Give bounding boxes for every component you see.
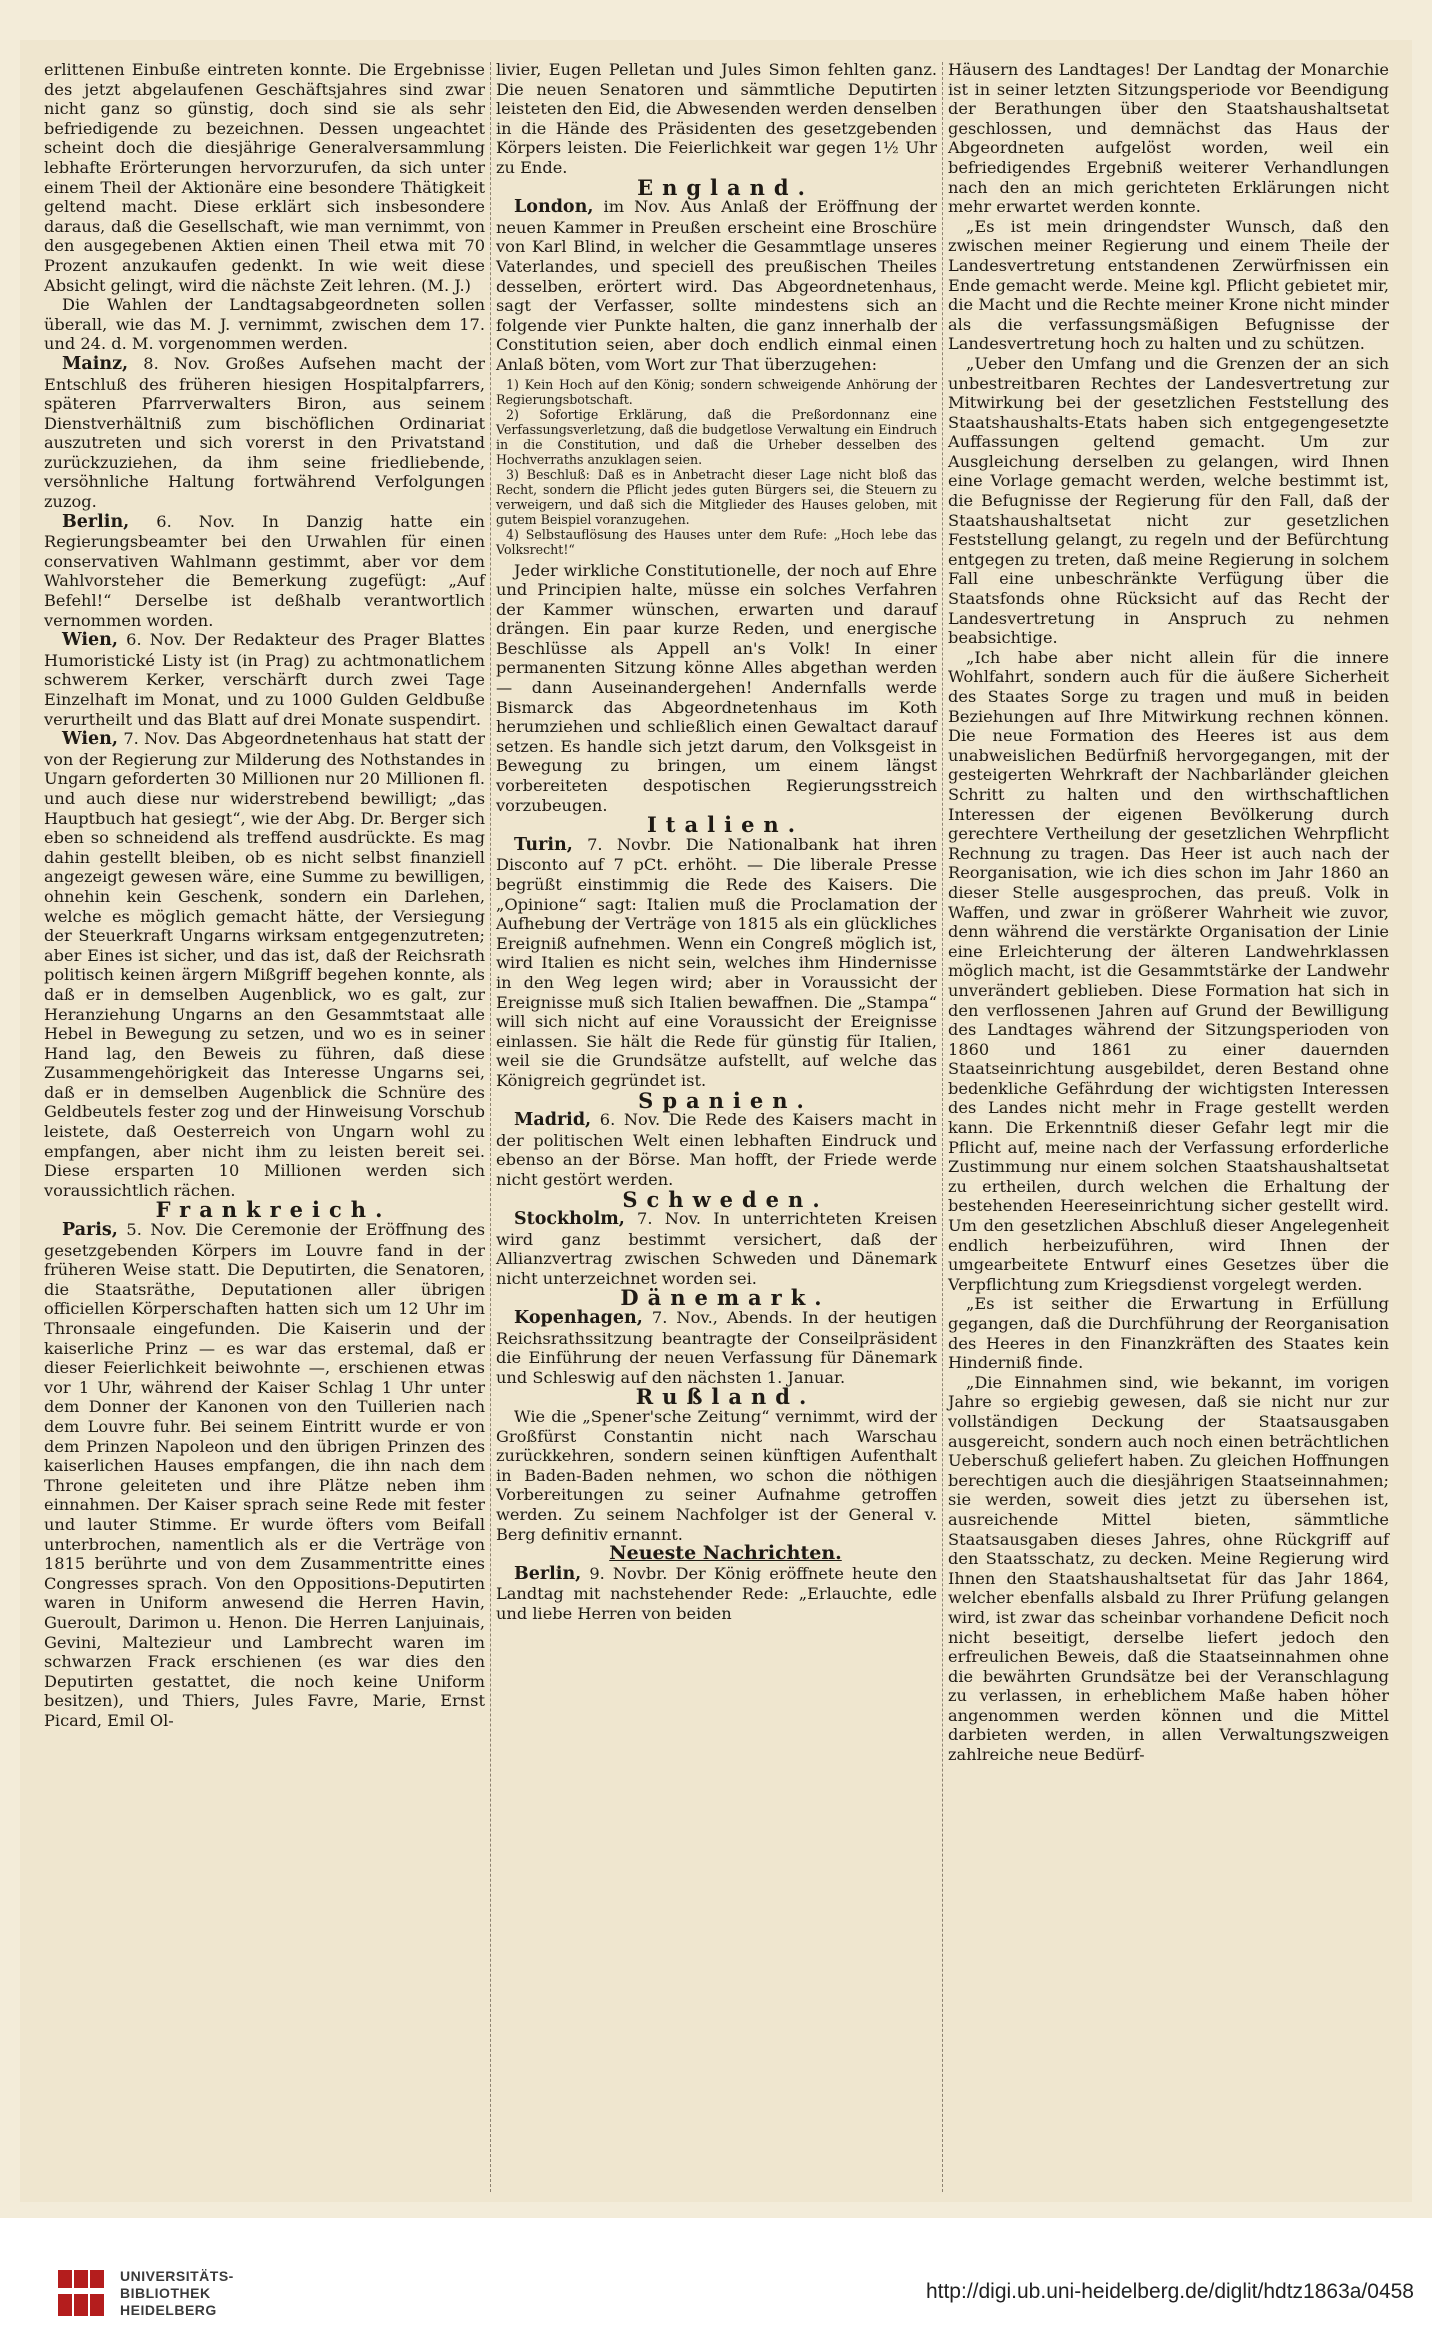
library-name (120, 2268, 234, 2319)
article-turin (496, 835, 937, 1091)
dateline-date: 7. Nov. (637, 1209, 701, 1229)
newspaper-page (20, 40, 1412, 2202)
article-paris (44, 1220, 485, 1730)
column-rule (942, 62, 944, 2192)
library-line: UNIVERSITÄTS- (120, 2268, 234, 2284)
dateline-place: Berlin, (62, 511, 130, 532)
article-text: In der heutigen Reichsrathssitzung beantragte der Conseilpräsident die Einführung der neuen Verfassung für Dänemark und Schleswig auf den nächsten 1. Januar. (496, 1308, 937, 1387)
point-item: 3) Beschluß: Daß es in Anbetracht dieser Lage nicht bloß das Recht, sondern die Pflicht jedes guten Bürgers sei, die Steuern zu verweigern, und daß sich die Mitglieder des Hauses geloben, mit gutem Beispiel voranzugehen. (496, 466, 937, 527)
article-paragraph: „Es ist mein dringendster Wunsch, daß den zwischen meiner Regierung und einem Theile der Landesvertretung entstandenen Zerwürfnissen ein Ende gemacht werde. Meine kgl. Pflicht gebietet mir, die Macht und die Rechte meiner Krone nicht minder als die verfassungsmäßigen Befugnisse der Landesvertretung hoch zu halten und zu schützen. (948, 216, 1389, 354)
article-stockholm (496, 1209, 937, 1288)
article-paragraph: „Ich habe aber nicht allein für die innere Wohlfahrt, sondern auch für die äußere Sicherheit des Staates Sorge zu tragen und muß in beiden Beziehungen auf Ihre Mitwirkung rechnen können. Die neue Formation des Heeres ist aus dem unabweislichen Bedürfniß hervorgegangen, mit der gesteigerten Wehrkraft der Nachbarländer gleichen Schritt zu halten und den wirthschaftlichen Interessen der eigenen Bevölkerung durch gerechtere Vertheilung der gesetzlichen Wehrpflicht Rechnung zu tragen. Das Heer ist auch nach der Reorganisation, wie ich dies schon im Jahr 1860 an dieser Stelle ausgesprochen, das preuß. Volk in Waffen, und zwar in größerer Wahrheit wie zuvor, denn während die verstärkte Organisation der Linie eine Erleichterung der älteren Landwehrklassen möglich macht, ist die Gesammtstärke der Landwehr unverändert geblieben. Diese Formation hat sich in den verflossenen Jahren auf Grund der Bewilligung des Landtages während der Sitzungsperioden von 1860 und 1861 zu einer dauernden Staatseinrichtung ausgebildet, deren Bestand ohne bedenkliche Gefährdung der wichtigsten Interessen des Landes nicht mehr in Frage gestellt werden kann. Die Erkenntniß dieser Gefahr legt mir die Pflicht auf, meine nach der Verfassung erforderliche Zustimmung nur einem solchen Staatshaushaltsetat zu ertheilen, durch welchen die Erhaltung der bestehenden Heereseinrichtung sicher gestellt wird. Um den gesetzlichen Abschluß dieser Angelegenheit endlich herbeizuführen, wird Ihnen der umgearbeitete Entwurf eines Gesetzes über die Verpflichtung zum Kriegsdienst vorgelegt werden. (948, 647, 1389, 1294)
dateline-place: Mainz, (62, 353, 129, 374)
article-paragraph: „Die Einnahmen sind, wie bekannt, im vorigen Jahre so ergiebig gewesen, daß sie nicht nur zur vollständigen Deckung der Staatsausgaben ausgereicht, sondern auch noch einen beträchtlichen Ueberschuß geliefert haben. Zu gleichen Hoffnungen berechtigen auch die diesjährigen Staatseinnahmen; sie werden, soweit dies jetzt zu übersehen ist, ausreichende Mittel bieten, sämmtliche Staatsausgaben dieses Jahres, ohne Rückgriff auf den Staatsschatz, zu decken. Meine Regierung wird Ihnen den Staatshaushaltsetat für das Jahr 1864, welcher ebenfalls alsbald zu Ihrer Prüfung gelangen wird, ist zwar das scheinbar vorhandene Deficit noch nicht beseitigt, derselbe liefert jedoch den erfreulichen Beweis, daß die Staatseinnahmen ohne die bewährten Grundsätze bei der Veranschlagung zu verlassen, in erheblichem Maße haben höher angenommen werden können und die Mittel darbieten werden, in allen Verwaltungszweigen zahlreiche neue Bedürf- (948, 1372, 1389, 1765)
article-paragraph: erlittenen Einbuße eintreten konnte. Die Ergebnisse des jetzt abgelaufenen Geschäftsjahres sind zwar nicht ganz so günstig, doch sind sie als sehr befriedigende zu bezeichnen. Dessen ungeachtet scheint doch die diesjährige Generalversammlung lebhafte Erörterungen hervorzurufen, da sich unter einem Theil der Aktionäre eine besondere Thätigkeit geltend macht. Diese erklärt sich insbesondere daraus, daß die Gesellschaft, wie man vernimmt, von den ausgegebenen Aktien einen Theil etwa mit 70 Prozent anzukaufen gedenkt. In wie weit diese Absicht gelingt, wird die nächste Zeit lehren. (M. J.) (44, 60, 485, 295)
section-heading-england: England. (637, 174, 814, 200)
article-text: In unterrichteten Kreisen wird ganz bestimmt versichert, daß der Allianzvertrag zwischen Schweden und Dänemark nicht unterzeichnet worden sei. (496, 1209, 938, 1288)
section-heading-daenemark: Dänemark. (620, 1285, 831, 1311)
point-item: 1) Kein Hoch auf den König; sondern schweigende Anhörung der Regierungsbotschaft. (496, 376, 937, 407)
dateline-place: Turin, (514, 834, 573, 855)
dateline-place: Stockholm, (514, 1209, 625, 1230)
numbered-points (496, 377, 937, 557)
article-text: In Danzig hatte ein Regierungsbeamter bei den Urwahlen für einen conservativen Wahlmann gestimmt, aber vor dem Wahlvorsteher die Bemerkung zugefügt: „Auf Befehl!“ Derselbe ist deßhalb verantwortlich vernommen worden. (44, 511, 485, 630)
article-kopenhagen (496, 1308, 937, 1387)
dateline-place: Madrid, (514, 1110, 592, 1131)
section-heading-latest-news: Neueste Nachrichten. (609, 1542, 842, 1565)
article-wien-2 (44, 729, 485, 1200)
article-berlin (44, 512, 485, 631)
section-heading-spanien: Spanien. (638, 1087, 813, 1113)
dateline-date: 7. Nov., Abends. (651, 1308, 793, 1328)
article-paragraph: Häusern des Landtages! Der Landtag der Monarchie ist in seiner letzten Sitzungsperiode vor Beendigung der Berathungen über den Staatshaushaltsetat geschlossen, und demnächst das Haus der Abgeordneten aufgelöst worden, weil ein befriedigendes Ergebniß weiterer Verhandlungen nach den an mich gerichteten Erklärungen nicht mehr erwartet werden konnte. (948, 60, 1389, 217)
section-heading-italien: Italien. (646, 812, 805, 838)
dateline-date: 9. Novbr. (589, 1563, 668, 1583)
dateline-date: 7. Nov. (123, 729, 181, 749)
dateline-place: Wien, (62, 630, 118, 651)
article-london (496, 197, 937, 374)
dateline-date: 8. Nov. (143, 353, 211, 373)
section-heading-frankreich: Frankreich. (155, 1197, 392, 1223)
article-text: Die Ceremonie der Eröffnung des gesetzgebenden Körpers im Louvre fand in der früheren Weise statt. Die Deputirten, die Senatoren, die Staatsräthe, Deputationen aller übrigen officiellen Körperschaften hatten sich um 12 Uhr im Thronsaale eingefunden. Die Kaiserin und der kaiserliche Prinz — es war das erstemal, daß er dieser Feierlichkeit beiwohnte —, erschienen etwas vor 1 Uhr, während der Kaiser Schlag 1 Uhr unter dem Donner der Kanonen von den Tuillerien nach dem Louvre fuhr. Bei seinem Eintritt wurde er von dem Prinzen Napoleon und den übrigen Prinzen des kaiserlichen Hauses empfangen, die ihn nach dem Throne geleiteten und ihre Plätze neben ihm einnahmen. Der Kaiser sprach seine Rede mit fester und lauter Stimme. Er wurde öfters vom Beifall unterbrochen, namentlich als er die Verträge von 1815 berührte und von dem Zusammentritte eines Congresses sprach. Von den Oppositions-Deputirten waren in Uniform anwesend die Herren Havin, Gueroult, Darimon u. Henon. Die Herren Lanjuinais, Gevini, Maltezieur und Lambrecht waren im schwarzen Frack erschienen (es war dies den Deputirten gestattet, die noch keine Uniform besitzen), und Thiers, Jules Favre, Marie, Ernst Picard, Emil Ol- (44, 1220, 486, 1730)
dateline-date: 6. Nov. (126, 630, 187, 650)
article-wien-1 (44, 630, 485, 729)
point-item: 4) Selbstauflösung des Hauses unter dem Rufe: „Hoch lebe das Volksrecht!“ (496, 526, 937, 557)
article-paragraph: „Ueber den Umfang und die Grenzen der an sich unbestreitbaren Rechtes der Landesvertretung zur Mitwirkung bei der gesetzlichen Feststellung des Staatshaushalts-Etats haben sich entgegengesetzte Auffassungen geltend gemacht. Um zur Ausgleichung derselben zu gelangen, wird Ihnen eine Vorlage gemacht werden, welche bestimmt ist, die Befugnisse der Regierung für den Fall, daß der Staatshaushaltsetat nicht zur gesetzlichen Feststellung gelangt, zu regeln und der Befürchtung entgegen zu treten, daß meine Regierung in solchem Fall eine unbeschränkte Verfügung über die Staatsfonds ohne Rücksicht auf das Recht der Landesvertretung in Anspruch zu nehmen beabsichtige. (948, 353, 1389, 648)
section-heading-russland: Rußland. (635, 1384, 816, 1410)
article-text: Das Abgeordnetenhaus hat statt der von der Regierung zur Milderung des Nothstandes in Ungarn geforderten 30 Millionen nur 20 Millionen fl. und auch diese nur widerstrebend bewilligt; „das Hauptbuch hat gesiegt“, wie der Abg. Dr. Berger sich eben so schneidend als treffend ausdrückte. Es mag dahin gestellt bleiben, ob es nicht selbst finanziell angezeigt gewesen wäre, eine Summe zu bewilligen, ohnehin kein Geschenk, sondern ein Darlehen, welche es möglich gemacht hätte, der Versiegung der Steuerkraft Ungarns wirksam entgegenzutreten; aber Eines ist sicher, und das ist, daß der Reichsrath politisch keinen ärgern Mißgriff begehen konnte, als daß er in demselben Augenblick, wo es galt, zur Heranziehung Ungarns an den Gesammtstaat alle Hebel in Bewegung zu setzen, und wo es in seiner Hand lag, den Beweis zu führen, daß diese Zusammengehörigkeit das Interesse Ungarns sei, daß er in demselben Augenblick die Schnüre des Geldbeutels fester zog und der Hinweisung Vorschub leistete, daß Oesterreich von Ungarn wohl zu empfangen, aber nicht ihm zu leisten bereit sei. Diese ersparten 10 Millionen werden sich voraussichtlich rächen. (44, 729, 485, 1200)
article-berlin-9 (496, 1564, 937, 1624)
article-text: Die Nationalbank hat ihren Disconto auf 7 pCt. erhöht. — Die liberale Presse begrüßt einstimmig die Rede des Kaisers. Die „Opinione“ sagt: Italien muß die Proclamation der Aufhebung der Verträge von 1815 als ein glückliches Ereigniß aufnehmen. Wenn ein Congreß möglich ist, wird Italien es nicht sein, welches ihm Hindernisse in den Weg legen wird; aber in Voraussicht der Ereignisse muß sich Italien bewaffnen. Die „Stampa“ will sich nicht auf eine Voraussicht der Ereignisse einlassen. Sie hält die Rede für günstig für Italien, weil sie die Grundsätze aufstellt, auf welche das Königreich gegründet ist. (496, 834, 937, 1090)
library-line: BIBLIOTHEK (120, 2285, 211, 2301)
article-text: Der König eröffnete heute den Landtag mit nachstehender Rede: „Erlauchte, edle und liebe Herren von beiden (496, 1563, 937, 1623)
dateline-date: 7. Novbr. (587, 834, 672, 854)
column-2 (496, 60, 937, 1624)
university-library-logo-icon (54, 2266, 108, 2320)
column-rule (490, 62, 492, 2192)
section-heading-schweden: Schweden. (622, 1186, 829, 1212)
article-paragraph: Jeder wirkliche Constitutionelle, der noch auf Ehre und Principien halte, müsse ein solches Verfahren der Kammer wünschen, erwarten und darauf drängen. Ein paar kurze Reden, und energische Beschlüsse als Appell an's Volk! In einer permanenten Sitzung könne Alles abgethan werden — dann Auseinandergehen! Andernfalls werde Bismarck das Abgeordnetenhaus im Koth herumziehen und schließlich einen Gewaltact darauf setzen. Es handle sich jetzt darum, den Volksgeist in Bewegung zu bringen, um einem längst vorbereiteten despotischen Regierungsstreich vorzubeugen. (496, 560, 937, 815)
dateline-place: London, (514, 197, 594, 218)
article-text: Großes Aufsehen macht der Entschluß des früheren hiesigen Hospitalpfarrers, späteren Pfarrverwalters Biron, aus seinem Dienstverhältniß zum bischöflichen Ordinariat auszutreten und sich vorerst in den Privatstand zurückzuziehen, da ihm seine friedliebende, versöhnliche Haltung fortwährend Verfolgungen zuzog. (44, 353, 485, 512)
article-text: Die Rede des Kaisers macht in der politischen Welt einen lebhaften Eindruck und ebenso an der Börse. Man hofft, der Friede werde nicht gestört werden. (496, 1110, 937, 1189)
library-line: HEIDELBERG (120, 2302, 217, 2318)
article-text: Aus Anlaß der Eröffnung der neuen Kammer in Preußen erscheint eine Broschüre von Karl Blind, in welcher die Gesammtlage unseres Vaterlandes, und speciell des preußischen Theiles desselben, erörtert wird. Das Abgeordnetenhaus, sagt der Verfasser, sollte mindestens sich an folgende vier Punkte halten, die ganz innerhalb der Constitution seien, aber doch endlich einmal einen Anlaß böten, vom Wort zur That überzugehen: (496, 197, 937, 374)
library-logo-svg (54, 2266, 108, 2320)
dateline-place: Paris, (62, 1220, 118, 1241)
column-3 (948, 60, 1389, 1765)
dateline-place: Kopenhagen, (514, 1308, 643, 1329)
article-madrid (496, 1110, 937, 1189)
source-url-link[interactable]: http://digi.ub.uni-heidelberg.de/diglit/hdtz1863a/0458 (925, 2280, 1414, 2303)
article-paragraph: livier, Eugen Pelletan und Jules Simon fehlten ganz. Die neuen Senatoren und sämmtliche Deputirten leisteten den Eid, die Abwesenden werden denselben in die Hände des Präsidenten des gesetzgebenden Körpers leisten. Die Feierlichkeit war gegen 1½ Uhr zu Ende. (496, 60, 937, 177)
article-paragraph: Die Wahlen der Landtagsabgeordneten sollen überall, wie das M. J. vernimmt, zwischen dem 17. und 24. d. M. vorgenommen werden. (44, 295, 485, 354)
article-mainz (44, 354, 485, 512)
footer-bar (0, 2218, 1432, 2349)
column-1 (44, 60, 485, 1730)
article-text: Der Redakteur des Prager Blattes Humoristické Listy ist (in Prag) zu achtmonatlichem schwerem Kerker, verschärft durch zwei Tage Einzelhaft im Monat, und zu 1000 Gulden Geldbuße verurtheilt und das Blatt auf drei Monate suspendirt. (44, 630, 486, 729)
dateline-date: 6. Nov. (599, 1110, 661, 1130)
article-russland: Wie die „Spener'sche Zeitung“ vernimmt, wird der Großfürst Constantin nicht nach Warschau zurückkehren, sondern seinen künftigen Aufenthalt in Baden-Baden nehmen, wo schon die nöthigen Vorbereitungen zu seiner Aufnahme getroffen werden. Zu seinem Nachfolger ist der General v. Berg definitiv ernannt. (496, 1407, 937, 1544)
dateline-date: im Nov. (603, 197, 671, 217)
dateline-date: 5. Nov. (126, 1220, 187, 1240)
article-paragraph: „Es ist seither die Erwartung in Erfüllung gegangen, daß die Durchführung der Reorganisation des Heeres in den Finanzkräften des Staates kein Hinderniß finde. (948, 1294, 1389, 1373)
point-item: 2) Sofortige Erklärung, daß die Preßordonnanz eine Verfassungsverletzung, daß die budgetlose Verwaltung ein Eindruch in die Constitution, und daß die Urheber desselben des Hochverraths anzuklagen seien. (496, 406, 937, 467)
dateline-date: 6. Nov. (156, 511, 236, 531)
dateline-place: Wien, (62, 729, 118, 750)
dateline-place: Berlin, (514, 1563, 582, 1584)
